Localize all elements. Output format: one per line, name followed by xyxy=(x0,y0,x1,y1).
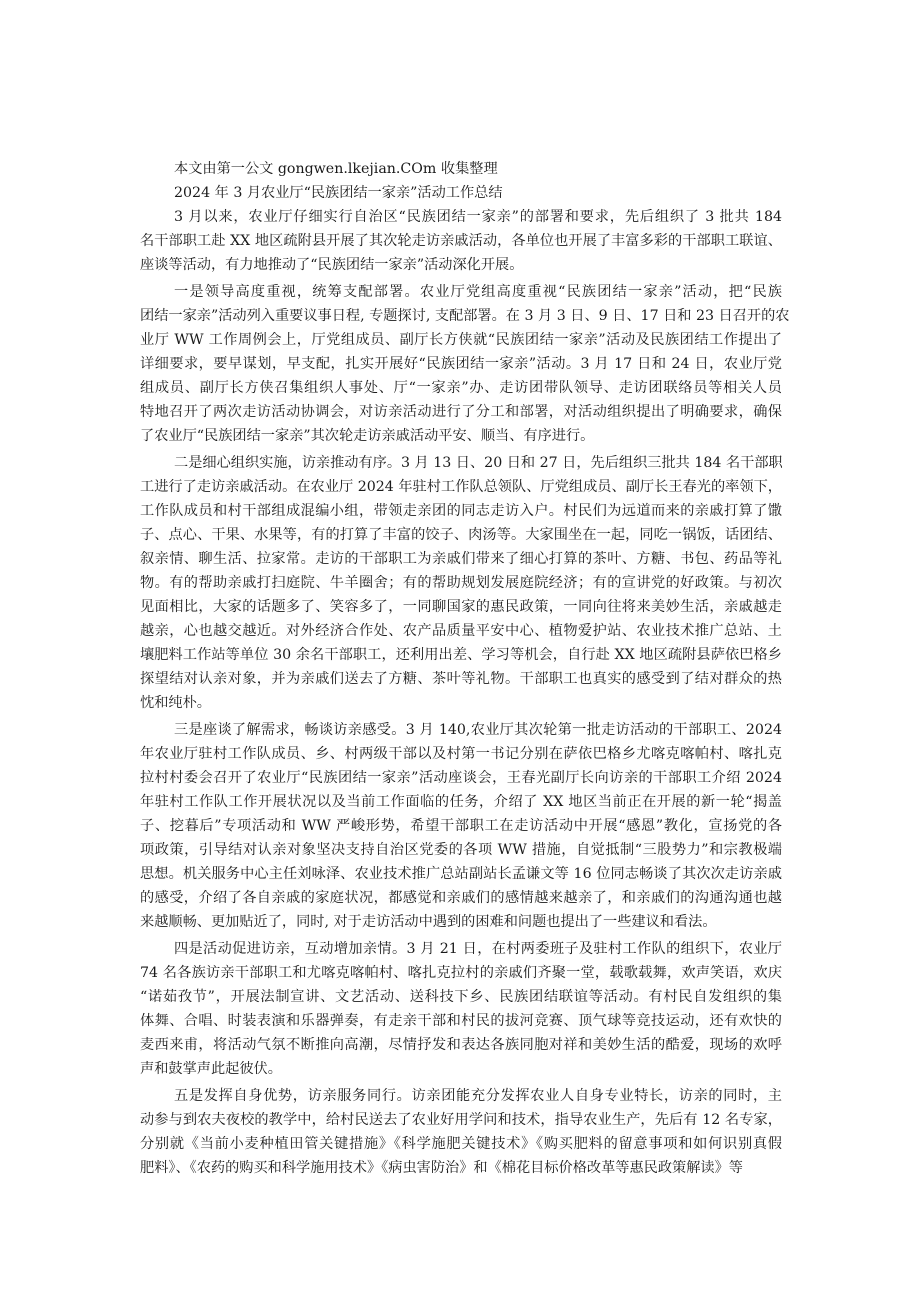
paragraph-line: 子、挖暮后”专项活动和 WW 严峻形势，希望干部职工在走访活动中开展“感恩”教化，宣扬党的各 xyxy=(140,818,782,834)
paragraph-line: 探望结对认亲对象，并为亲戚们送去了方糖、茶叶等礼物。干部职工也真实的感受到了结对群众的热 xyxy=(140,671,782,687)
paragraph-line: “诺茹孜节”，开展法制宣讲、文艺活动、送科技下乡、民族团结联谊等活动。有村民自发组织的集 xyxy=(140,989,782,1005)
paragraph-line: 肥料》、《农药的购买和科学施用技术》《病虫害防治》和《棉花目标价格改革等惠民政策解读》等 xyxy=(140,1160,743,1176)
paragraph-line: 二是细心组织实施，访亲推动有序。3 月 13 日、20 日和 27 日，先后组织三批共 184 名干部职 xyxy=(174,455,783,471)
document-body xyxy=(140,157,790,1183)
paragraph-line: 见面相比，大家的话题多了、笑容多了，一同聊国家的惠民政策，一同向往将来美妙生活，亲戚越走 xyxy=(140,599,782,615)
paragraph-line: 叙亲情、聊生活、拉家常。走访的干部职工为亲戚们带来了细心打算的茶叶、方糖、书包、药品等礼 xyxy=(140,551,782,567)
paragraph xyxy=(140,451,782,715)
paragraph-line: 分别就《当前小麦种植田管关键措施》《科学施肥关键技术》《购买肥料的留意事项和如何识别真假 xyxy=(140,1136,782,1152)
paragraph-line: 3 月以来，农业厅仔细实行自治区“民族团结一家亲”的部署和要求，先后组织了 3 批共 184 xyxy=(174,209,782,225)
paragraph xyxy=(140,937,782,1081)
paragraph-line: 越亲，心也越交越近。对外经济合作处、农产品质量平安中心、植物爱护站、农业技术推广总站、土 xyxy=(140,623,782,639)
paragraph-line: 壤肥料工作站等单位 30 余名干部职工，还利用出差、学习等机会，自行赴 XX 地区疏附县萨依巴格乡 xyxy=(140,647,782,663)
paragraph-line: 忱和纯朴。 xyxy=(140,695,211,711)
paragraph xyxy=(140,205,782,277)
paragraph-line: 工作队成员和村干部组成混编小组，带领走亲团的同志走访入户。村民们为远道而来的亲戚打算了馓 xyxy=(140,503,782,519)
paragraph-line: 麦西来甫，将活动气氛不断推向高潮，尽情抒发和表达各族同胞对祥和美妙生活的酷爱，现场的欢呼 xyxy=(140,1037,782,1053)
paragraph-line: 业厅 WW 工作周例会上，厅党组成员、副厅长方侠就“民族团结一家亲”活动及民族团结工作提出了 xyxy=(140,332,782,348)
paragraph-line: 四是活动促进访亲，互动增加亲情。3 月 21 日，在村两委班子及驻村工作队的组织下，农业厅 xyxy=(174,941,782,957)
paragraph-line: 拉村村委会召开了农业厅“民族团结一家亲”活动座谈会，王春光副厅长向访亲的干部职工介绍 2024 xyxy=(140,770,782,786)
paragraph-line: 名干部职工赴 XX 地区疏附县开展了其次轮走访亲戚活动，各单位也开展了丰富多彩的干部职工联谊、 xyxy=(140,233,782,249)
paragraph-line: 了农业厅“民族团结一家亲”其次轮走访亲戚活动平安、顺当、有序进行。 xyxy=(140,428,595,444)
paragraph-line: 子、点心、干果、水果等，有的打算了丰富的饺子、肉汤等。大家围坐在一起，同吃一锅饭，话团结、 xyxy=(140,527,782,543)
paragraph-line: 74 名各族访亲干部职工和尤喀克喀帕村、喀扎克拉村的亲戚们齐聚一堂，载歌载舞，欢声笑语，欢庆 xyxy=(140,965,782,981)
paragraph-line: 团结一家亲”活动列入重要议事日程, 专题探讨, 支配部署。在 3 月 3 日、9 日、17 日和 23 日召开的农 xyxy=(140,308,790,324)
paragraph-line: 思想。机关服务中心主任刘咏泽、农业技术推广总站副站长孟谦文等 16 位同志畅谈了其次次走访亲戚 xyxy=(140,866,782,882)
paragraph-line: 座谈等活动，有力地推动了“民族团结一家亲”活动深化开展。 xyxy=(140,257,524,273)
paragraph-line: 项政策，引导结对认亲对象坚决支持自治区党委的各项 WW 措施，自觉抵制“三股势力”和宗教极端 xyxy=(140,842,782,858)
paragraph-line: 工进行了走访亲戚活动。在农业厅 2024 年驻村工作队总领队、厅党组成员、副厅长王春光的率领下， xyxy=(140,479,782,495)
paragraph-line: 年驻村工作队工作开展状况以及当前工作面临的任务，介绍了 XX 地区当前正在开展的新一轮“揭盖 xyxy=(140,794,782,810)
document-title: 2024 年 3 月农业厅“民族团结一家亲”活动工作总结 xyxy=(174,185,503,201)
paragraph-line: 物。有的帮助亲戚打扫庭院、牛羊圈舍；有的帮助规划发展庭院经济；有的宣讲党的好政策。与初次 xyxy=(140,575,782,591)
paragraph-list xyxy=(140,205,790,1180)
source-note: 本文由第一公文 gongwen.lkejian.COm 收集整理 xyxy=(174,161,498,177)
paragraph-line: 体舞、合唱、时装表演和乐器弹奏，有走亲干部和村民的拔河竞赛、顶气球等竞技运动，还有欢快的 xyxy=(140,1013,782,1029)
paragraph xyxy=(140,718,782,934)
paragraph-line: 一是领导高度重视，统筹支配部署。农业厅党组高度重视“民族团结一家亲”活动，把“民族 xyxy=(174,284,782,300)
paragraph-line: 年农业厅驻村工作队成员、乡、村两级干部以及村第一书记分别在萨依巴格乡尤喀克喀帕村、喀扎克 xyxy=(140,746,782,762)
paragraph-line: 声和鼓掌声此起彼伏。 xyxy=(140,1061,282,1077)
paragraph-line: 来越顺畅、更加贴近了，同时, 对于走访活动中遇到的困难和问题也提出了一些建议和看法。 xyxy=(140,914,717,930)
paragraph-line: 的感受，介绍了各自亲戚的家庭状况，都感觉和亲戚们的感情越来越亲了，和亲戚们的沟通沟通也越 xyxy=(140,890,782,906)
paragraph-line: 三是座谈了解需求，畅谈访亲感受。3 月 140,农业厅其次轮第一批走访活动的干部职工、2024 xyxy=(174,722,782,738)
paragraph-line: 动参与到农夫夜校的教学中，给村民送去了农业好用学问和技术，指导农业生产，先后有 12 名专家， xyxy=(140,1112,782,1128)
paragraph-line: 详细要求，要早谋划，早支配，扎实开展好“民族团结一家亲”活动。3 月 17 日和 24 日，农业厅党 xyxy=(140,356,782,372)
paragraph-line: 特地召开了两次走访活动协调会，对访亲活动进行了分工和部署，对活动组织提出了明确要求，确保 xyxy=(140,404,782,420)
paragraph xyxy=(140,1084,782,1180)
paragraph-line: 五是发挥自身优势，访亲服务同行。访亲团能充分发挥农业人自身专业特长，访亲的同时，主 xyxy=(174,1088,782,1104)
paragraph-line: 组成员、副厅长方侠召集组织人事处、厅“一家亲”办、走访团带队领导、走访团联络员等相关人员 xyxy=(140,380,782,396)
paragraph xyxy=(140,280,790,448)
